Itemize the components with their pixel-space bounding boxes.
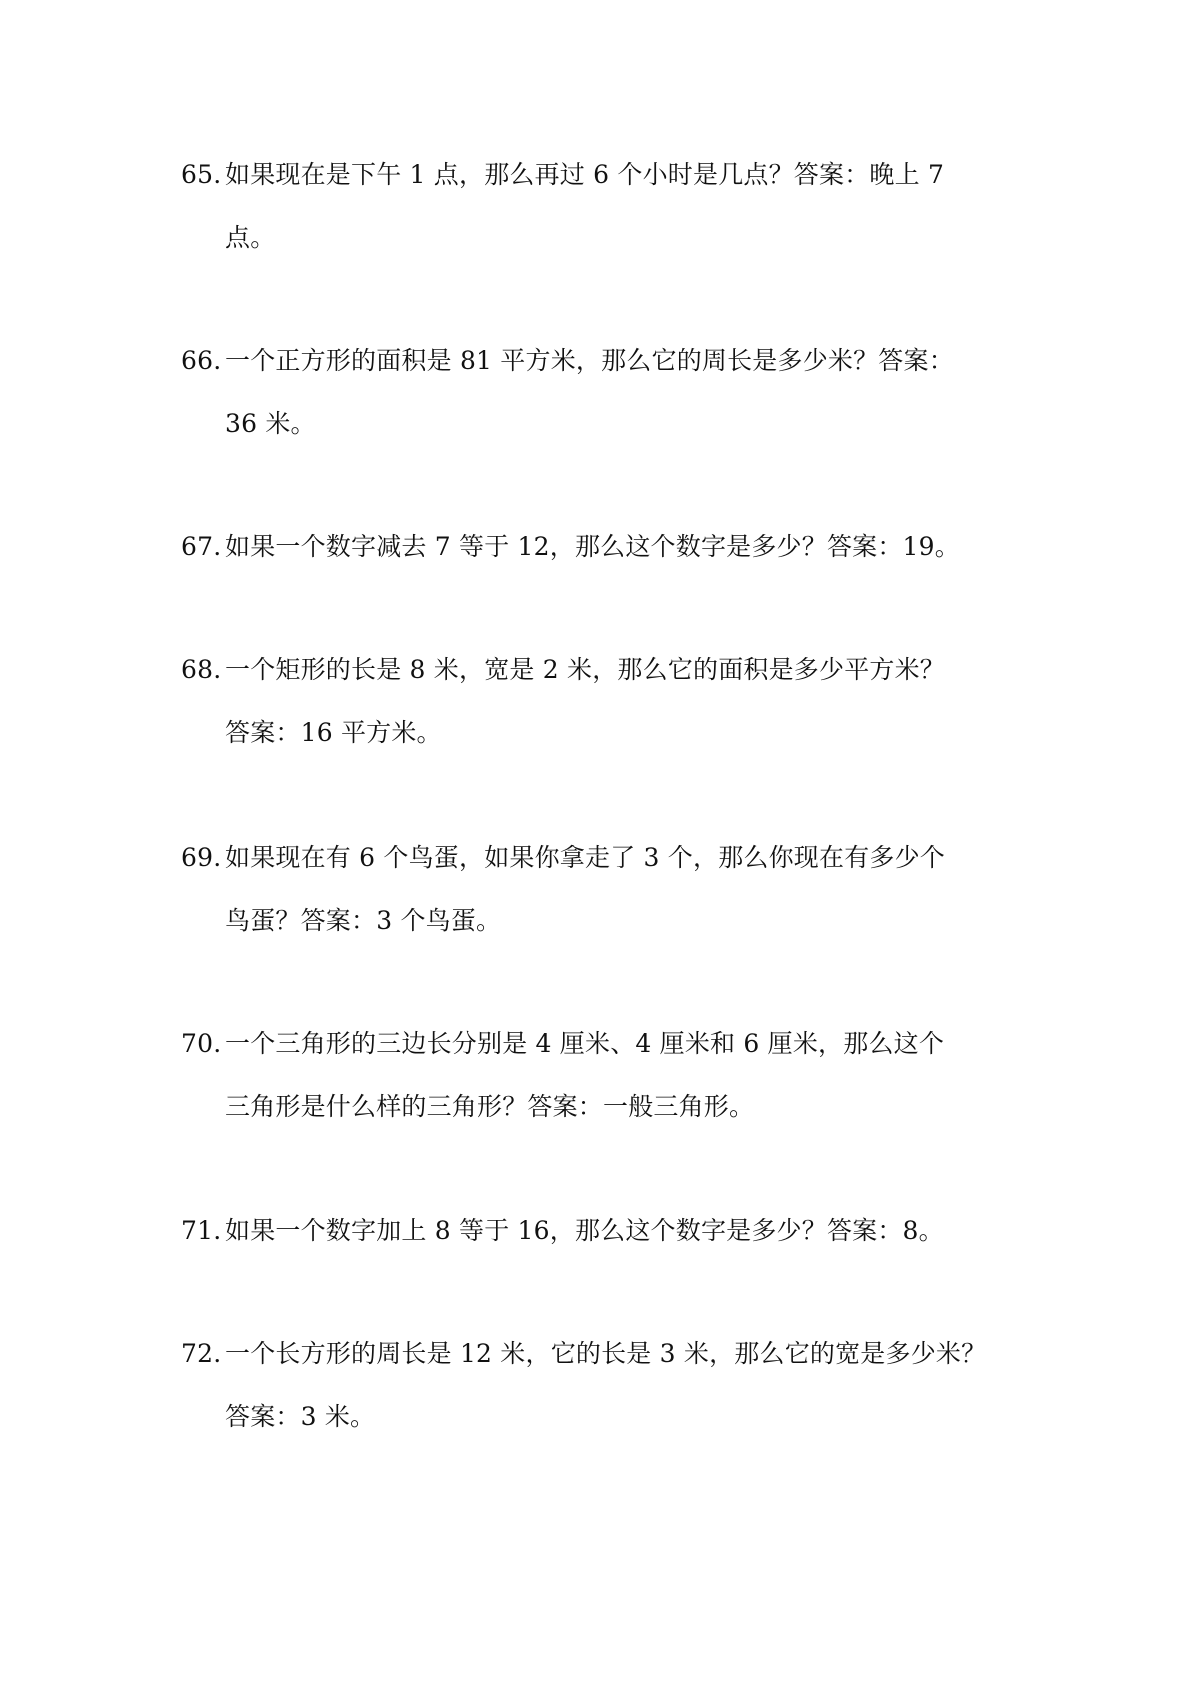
question-number: 68. [181,655,222,684]
question-number: 66. [181,346,222,375]
question-line [181,1334,1021,1374]
question-line [181,650,1021,690]
question-text: 一个正方形的面积是 81 平方米，那么它的周长是多少米？答案： [225,346,954,375]
question-line [181,838,1021,878]
question-text: 如果现在有 6 个鸟蛋，如果你拿走了 3 个，那么你现在有多少个 [225,843,946,872]
question-continuation: 36 米。 [225,409,316,438]
question-continuation: 鸟蛋？答案：3 个鸟蛋。 [225,906,502,935]
question-number: 71. [181,1216,222,1245]
question-line [181,1211,1021,1251]
question-number: 72. [181,1339,222,1368]
question-continuation: 答案：3 米。 [225,1402,376,1431]
question-number: 65. [181,160,222,189]
question-continuation: 三角形是什么样的三角形？答案：一般三角形。 [225,1092,755,1121]
question-text: 如果一个数字加上 8 等于 16，那么这个数字是多少？答案：8。 [225,1216,944,1245]
question-line [181,1024,1021,1064]
question-line [181,341,1021,381]
question-number: 67. [181,532,222,561]
question-text: 一个矩形的长是 8 米，宽是 2 米，那么它的面积是多少平方米？ [225,655,946,684]
question-text: 如果一个数字减去 7 等于 12，那么这个数字是多少？答案：19。 [225,532,960,561]
question-number: 70. [181,1029,222,1058]
question-line [181,155,1021,195]
question-line [181,527,1021,567]
question-continuation: 答案：16 平方米。 [225,718,442,747]
question-number: 69. [181,843,222,872]
question-text: 一个三角形的三边长分别是 4 厘米、4 厘米和 6 厘米，那么这个 [225,1029,945,1058]
question-text: 如果现在是下午 1 点，那么再过 6 个小时是几点？答案：晚上 7 [225,160,945,189]
question-continuation: 点。 [225,223,276,252]
question-text: 一个长方形的周长是 12 米，它的长是 3 米，那么它的宽是多少米？ [225,1339,987,1368]
